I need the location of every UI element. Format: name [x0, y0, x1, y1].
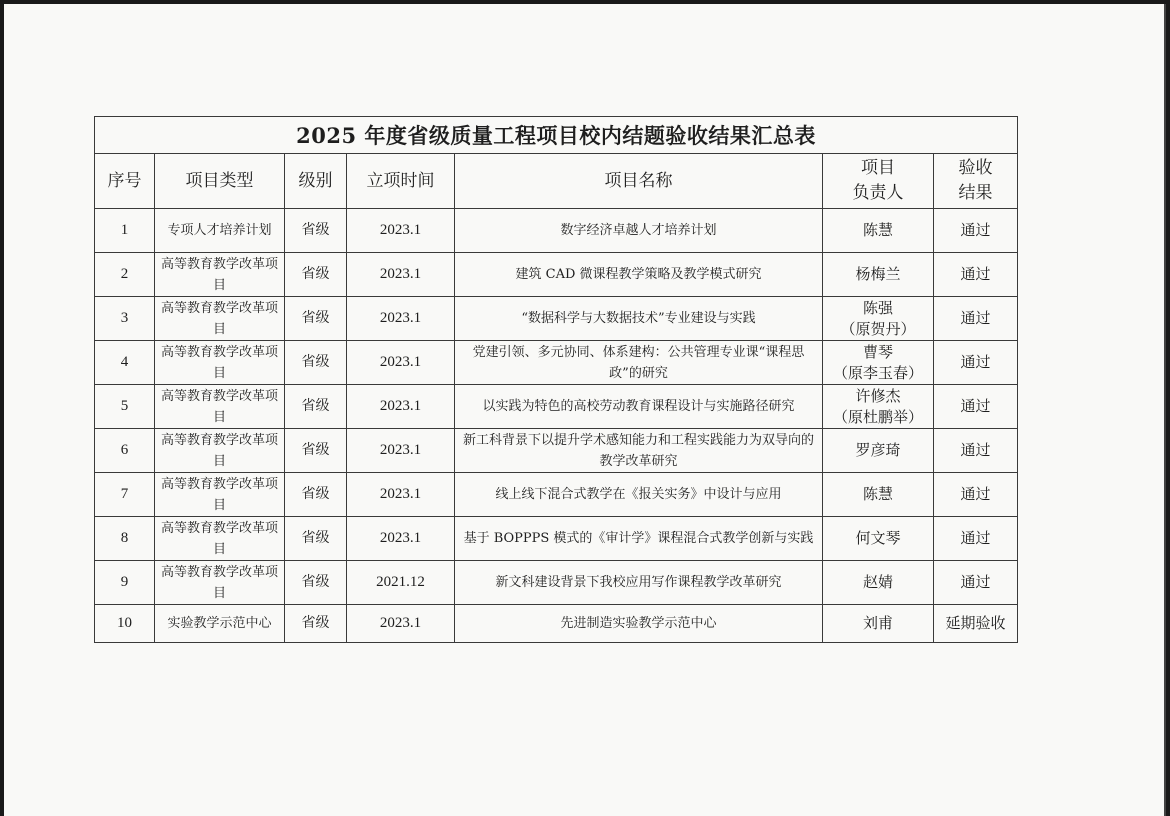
header-name: 项目名称	[455, 154, 823, 209]
leader-former-note: （原李玉春）	[832, 363, 923, 382]
cell-date: 2023.1	[347, 341, 455, 385]
cell-name: 线上线下混合式教学在《报关实务》中设计与应用	[455, 473, 823, 517]
cell-date: 2023.1	[347, 517, 455, 561]
table-row	[95, 517, 1018, 561]
header-type: 项目类型	[155, 154, 285, 209]
leader-former-note: （原杜鹏举）	[832, 407, 923, 426]
cell-level: 省级	[285, 561, 347, 605]
header-date: 立项时间	[347, 154, 455, 209]
cell-leader	[823, 473, 934, 517]
cell-leader	[823, 605, 934, 643]
cell-result: 通过	[934, 297, 1018, 341]
table-row	[95, 561, 1018, 605]
header-result	[934, 154, 1018, 209]
cell-name: 先进制造实验教学示范中心	[455, 605, 823, 643]
cell-type: 高等教育教学改革项目	[155, 297, 285, 341]
leader-name: 何文琴	[855, 529, 901, 547]
cell-name: 以实践为特色的高校劳动教育课程设计与实施路径研究	[455, 385, 823, 429]
cell-date: 2023.1	[347, 385, 455, 429]
cell-name: 新工科背景下以提升学术感知能力和工程实践能力为双导向的教学改革研究	[455, 429, 823, 473]
cell-name: “数据科学与大数据技术”专业建设与实践	[455, 297, 823, 341]
cell-index: 2	[95, 253, 155, 297]
cell-type: 高等教育教学改革项目	[155, 561, 285, 605]
cell-index: 1	[95, 209, 155, 253]
cell-level: 省级	[285, 473, 347, 517]
header-result-line2: 结果	[958, 183, 993, 203]
leader-former-note: （原贺丹）	[840, 319, 916, 338]
cell-leader	[823, 517, 934, 561]
cell-index: 9	[95, 561, 155, 605]
cell-result: 通过	[934, 429, 1018, 473]
cell-date: 2023.1	[347, 253, 455, 297]
cell-result: 通过	[934, 209, 1018, 253]
cell-result: 延期验收	[934, 605, 1018, 643]
cell-index: 5	[95, 385, 155, 429]
table-row	[95, 473, 1018, 517]
table-body	[95, 209, 1018, 643]
cell-leader	[823, 297, 934, 341]
cell-date: 2023.1	[347, 297, 455, 341]
cell-index: 4	[95, 341, 155, 385]
cell-level: 省级	[285, 385, 347, 429]
leader-name: 赵婧	[862, 573, 893, 591]
cell-level: 省级	[285, 209, 347, 253]
cell-leader	[823, 385, 934, 429]
cell-result: 通过	[934, 341, 1018, 385]
cell-type: 高等教育教学改革项目	[155, 517, 285, 561]
cell-name: 党建引领、多元协同、体系建构：公共管理专业课“课程思政”的研究	[455, 341, 823, 385]
cell-leader	[823, 253, 934, 297]
header-row	[95, 154, 1018, 209]
cell-date: 2023.1	[347, 209, 455, 253]
cell-name: 新文科建设背景下我校应用写作课程教学改革研究	[455, 561, 823, 605]
cell-index: 3	[95, 297, 155, 341]
header-level: 级别	[285, 154, 347, 209]
header-index: 序号	[95, 154, 155, 209]
results-summary-table	[94, 116, 1018, 643]
cell-name: 基于 BOPPPS 模式的《审计学》课程混合式教学创新与实践	[455, 517, 823, 561]
cell-result: 通过	[934, 253, 1018, 297]
header-leader	[823, 154, 934, 209]
table-row	[95, 429, 1018, 473]
cell-type: 高等教育教学改革项目	[155, 473, 285, 517]
table-row	[95, 385, 1018, 429]
cell-leader	[823, 209, 934, 253]
cell-leader	[823, 341, 934, 385]
cell-result: 通过	[934, 561, 1018, 605]
leader-name: 罗彦琦	[855, 441, 901, 459]
table-row	[95, 209, 1018, 253]
cell-date: 2023.1	[347, 605, 455, 643]
leader-name: 陈慧	[862, 221, 893, 239]
leader-name: 陈强	[862, 298, 893, 317]
cell-level: 省级	[285, 517, 347, 561]
table-row	[95, 253, 1018, 297]
cell-type: 高等教育教学改革项目	[155, 385, 285, 429]
cell-name: 数字经济卓越人才培养计划	[455, 209, 823, 253]
cell-index: 7	[95, 473, 155, 517]
cell-leader	[823, 561, 934, 605]
cell-index: 10	[95, 605, 155, 643]
leader-name: 刘甫	[862, 614, 893, 632]
cell-date: 2023.1	[347, 473, 455, 517]
cell-type: 高等教育教学改革项目	[155, 429, 285, 473]
cell-level: 省级	[285, 341, 347, 385]
cell-type: 高等教育教学改革项目	[155, 341, 285, 385]
cell-level: 省级	[285, 297, 347, 341]
cell-date: 2021.12	[347, 561, 455, 605]
table-title: 2025 年度省级质量工程项目校内结题验收结果汇总表	[95, 117, 1018, 154]
cell-leader	[823, 429, 934, 473]
cell-index: 6	[95, 429, 155, 473]
table-row	[95, 341, 1018, 385]
leader-name: 许修杰	[855, 386, 901, 405]
leader-name: 曹琴	[862, 342, 893, 361]
cell-date: 2023.1	[347, 429, 455, 473]
cell-index: 8	[95, 517, 155, 561]
header-result-line1: 验收	[958, 158, 993, 178]
cell-result: 通过	[934, 517, 1018, 561]
header-leader-line2: 负责人	[852, 183, 904, 203]
scanned-page	[4, 4, 1166, 816]
cell-type: 高等教育教学改革项目	[155, 253, 285, 297]
leader-name: 杨梅兰	[855, 265, 901, 283]
cell-type: 专项人才培养计划	[155, 209, 285, 253]
header-leader-line1: 项目	[861, 158, 895, 178]
cell-level: 省级	[285, 605, 347, 643]
cell-name: 建筑 CAD 微课程教学策略及教学模式研究	[455, 253, 823, 297]
cell-type: 实验教学示范中心	[155, 605, 285, 643]
leader-name: 陈慧	[862, 485, 893, 503]
table-row	[95, 297, 1018, 341]
cell-level: 省级	[285, 429, 347, 473]
cell-level: 省级	[285, 253, 347, 297]
cell-result: 通过	[934, 385, 1018, 429]
table-row	[95, 605, 1018, 643]
cell-result: 通过	[934, 473, 1018, 517]
